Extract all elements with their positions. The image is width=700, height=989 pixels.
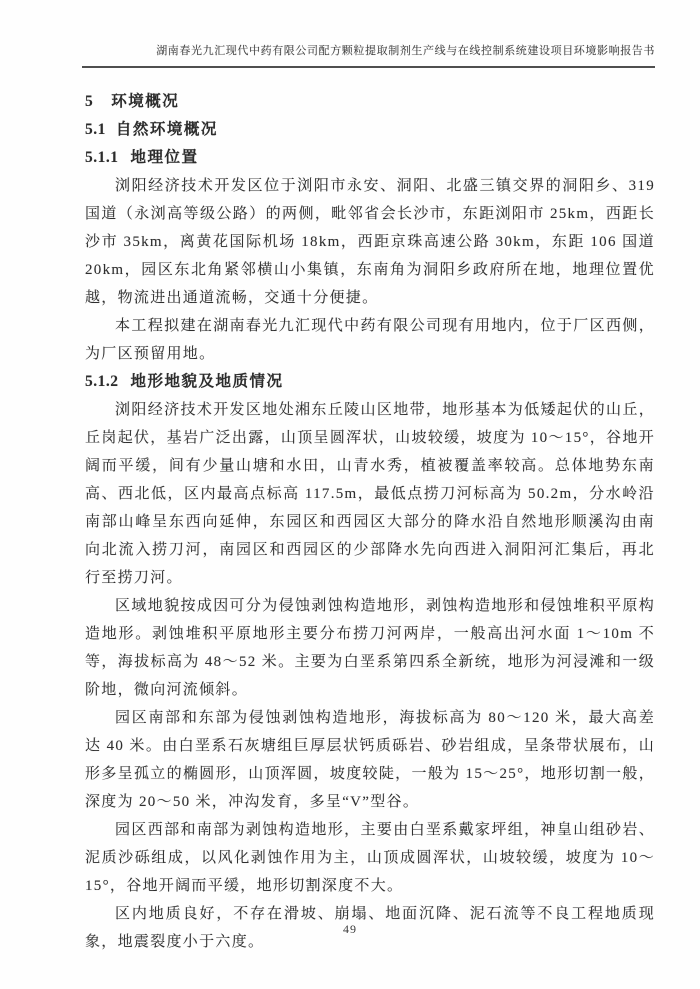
section-number: 5.1.1 bbox=[85, 149, 119, 166]
document-body bbox=[85, 88, 655, 956]
page-number: 49 bbox=[343, 922, 357, 936]
section-number: 5.1 bbox=[85, 121, 106, 138]
paragraph-terrain-3: 园区南部和东部为侵蚀剥蚀构造地形，海拔标高为 80～120 米，最大高差达 40 米。由白垩系石灰塘组巨厚层状钙质砾岩、砂岩组成，呈条带状展布，山形多呈孤立的椭圆形，山顶浑圆，坡度较陡，一般为 15～25°，地形切割一般，深度为 20～50 米，冲沟发育，多呈“V”型谷。 bbox=[85, 710, 655, 810]
section-title: 地理位置 bbox=[130, 149, 199, 166]
section-title: 自然环境概况 bbox=[115, 121, 218, 138]
section-number: 5.1.2 bbox=[85, 373, 119, 390]
paragraph-geology: 区内地质良好，不存在滑坡、崩塌、地面沉降、泥石流等不良工程地质现象，地震裂度小于六度。 bbox=[85, 906, 655, 950]
section-heading-5-1 bbox=[85, 116, 655, 144]
paragraph-location-2: 本工程拟建在湖南春光九汇现代中药有限公司现有用地内，位于厂区西侧，为厂区预留用地。 bbox=[85, 318, 655, 362]
section-heading-5 bbox=[85, 88, 655, 116]
paragraph-location-1: 浏阳经济技术开发区位于浏阳市永安、洞阳、北盛三镇交界的洞阳乡、319 国道（永浏高等级公路）的两侧，毗邻省会长沙市，东距浏阳市 25km，西距长沙市 35km，离黄花国际机场 18km，西距京珠高速公路 30km，东距 106 国道 20km，园区东北角紧邻横山小集镇，东南角为洞阳乡政府所在地，地理位置优越，物流进出通道流畅，交通十分便捷。 bbox=[85, 178, 655, 306]
paragraph-terrain-2: 区域地貌按成因可分为侵蚀剥蚀构造地形，剥蚀构造地形和侵蚀堆积平原构造地形。剥蚀堆积平原地形主要分布捞刀河两岸，一般高出河水面 1～10m 不等，海拔标高为 48～52 米。主要为白垩系第四系全新统，地形为河浸滩和一级阶地，微向河流倾斜。 bbox=[85, 598, 655, 698]
section-number: 5 bbox=[85, 93, 94, 110]
header-rule bbox=[82, 66, 655, 68]
section-heading-5-1-1 bbox=[85, 144, 655, 172]
section-heading-5-1-2 bbox=[85, 368, 655, 396]
section-title: 地形地貌及地质情况 bbox=[130, 373, 284, 390]
paragraph-terrain-4: 园区西部和南部为剥蚀构造地形，主要由白垩系戴家坪组，神皇山组砂岩、泥质沙砾组成，以风化剥蚀作用为主，山顶成圆浑状，山坡较缓，坡度为 10～15°，谷地开阔而平缓，地形切割深度不大。 bbox=[85, 822, 655, 894]
section-title: 环境概况 bbox=[111, 93, 180, 110]
running-header-title: 湖南春光九汇现代中药有限公司配方颗粒提取制剂生产线与在线控制系统建设项目环境影响报告书 bbox=[156, 45, 655, 57]
paragraph-terrain-1: 浏阳经济技术开发区地处湘东丘陵山区地带，地形基本为低矮起伏的山丘，丘岗起伏，基岩广泛出露，山顶呈圆浑状，山坡较缓，坡度为 10～15°，谷地开阔而平缓，间有少量山塘和水田，山青水秀，植被覆盖率较高。总体地势东南高、西北低，区内最高点标高 117.5m，最低点捞刀河标高为 50.2m，分水岭沿南部山峰呈东西向延伸，东园区和西园区大部分的降水沿自然地形顺溪沟由南向北流入捞刀河，南园区和西园区的少部降水先向西进入洞阳河汇集后，再北行至捞刀河。 bbox=[85, 402, 655, 586]
